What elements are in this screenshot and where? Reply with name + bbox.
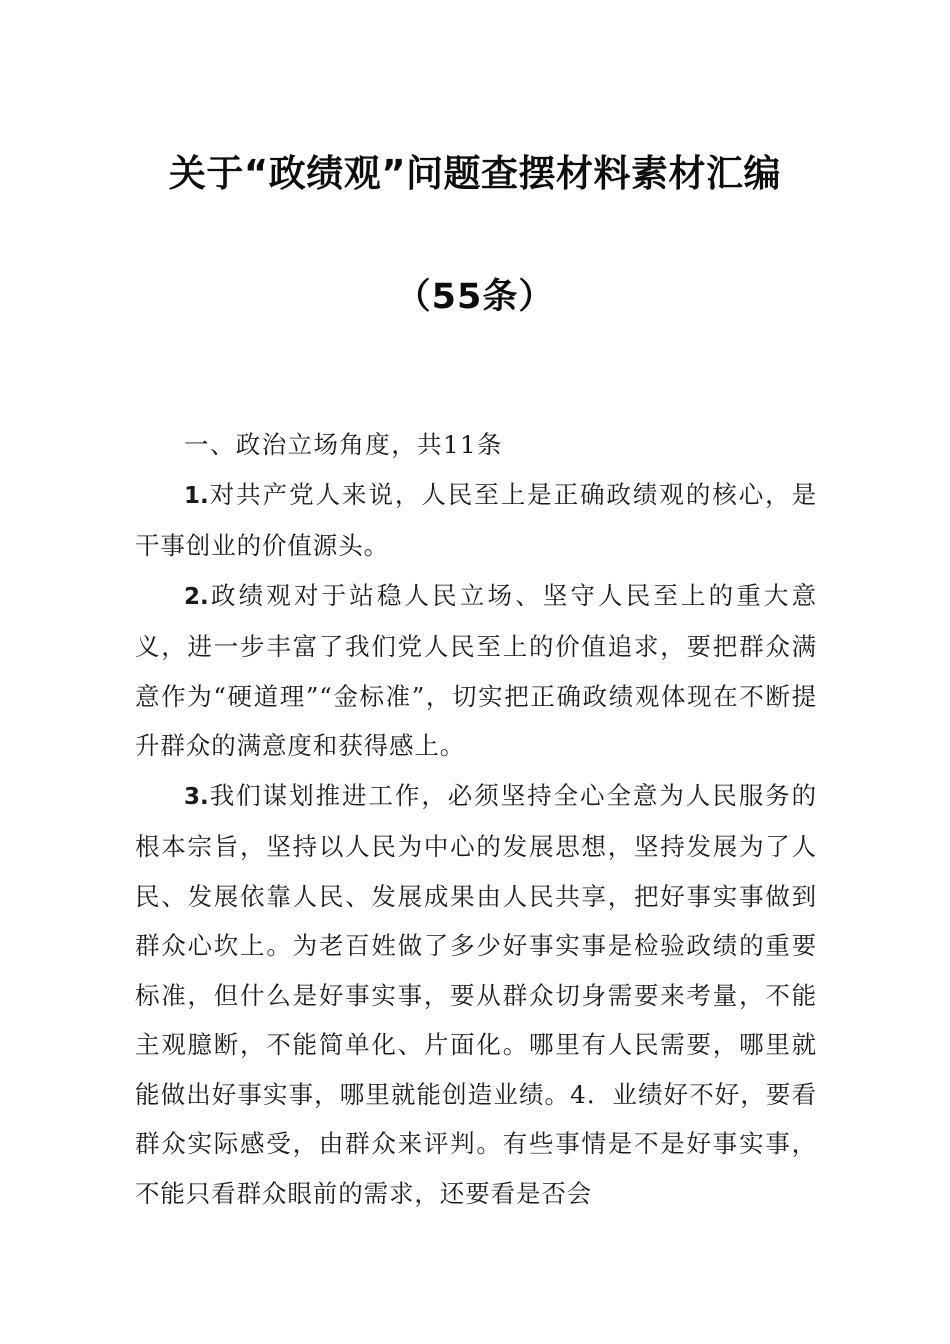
page-subtitle: （55条） [395,277,555,317]
list-item-text: 我们谋划推进工作，必须坚持全心全意为人民服务的根本宗旨，坚持以人民为中心的发展思想，坚持发展为了人民、发展依靠人民、发展成果由人民共享，把好事实事做到群众心坎上。为老百姓做了多少好事实事是检验政绩的重要标准，但什么是好事实事，要从群众切身需要来考量，不能主观臆断，不能简单化、片面化。哪里有人民需要，哪里就能做出好事实事，哪里就能创造业绩。4．业绩好不好，要看群众实际感受，由群众来评判。有些事情是不是好事实事，不能只看群众眼前的需求，还要看是否会 [135,780,817,1208]
list-item [135,470,817,571]
section-heading: 一、政治立场角度，共11条 [184,430,503,459]
list-item [135,771,817,1219]
list-item-text: 政绩观对于站稳人民立场、坚守人民至上的重大意义，进一步丰富了我们党人民至上的价值追求，要把群众满意作为“硬道理”“金标准”，切实把正确政绩观体现在不断提升群众的满意度和获得感上。 [135,580,817,760]
list-item [135,571,817,771]
body-text-column [135,420,817,1218]
list-item-text: 对共产党人来说，人民至上是正确政绩观的核心，是干事创业的价值源头。 [135,479,817,560]
list-item-number: 1. [184,482,209,509]
list-item-number: 3. [184,783,209,810]
page-title: 关于“政绩观”问题查摆材料素材汇编 [168,152,782,195]
list-item-number: 2. [184,583,209,610]
